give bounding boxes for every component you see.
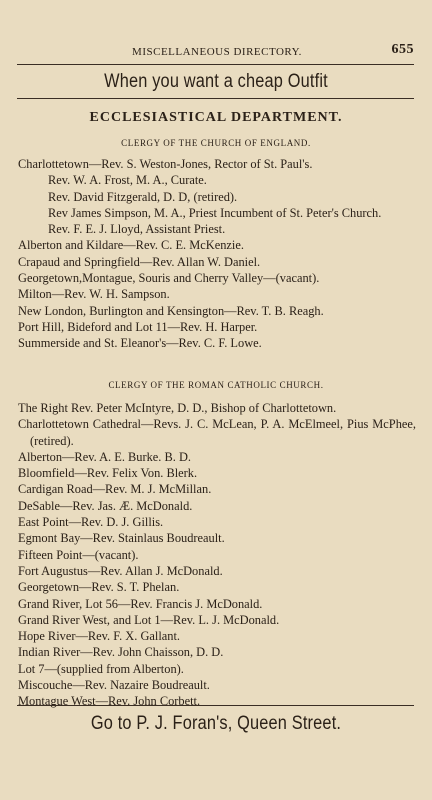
directory-entry: Bloomfield—Rev. Felix Von. Blerk. — [18, 466, 198, 481]
directory-entry: Fifteen Point—(vacant). — [18, 547, 139, 562]
ad-banner-top: When you want a cheap Outfit — [104, 71, 328, 92]
directory-entry: Indian River—Rev. John Chaisson, D. D. — [18, 645, 224, 660]
directory-entry: Egmont Bay—Rev. Stainlaus Boudreault. — [18, 531, 225, 546]
directory-entry: Alberton and Kildare—Rev. C. E. McKenzie. — [18, 238, 244, 253]
ad-banner-bottom: Go to P. J. Foran's, Queen Street. — [90, 713, 342, 734]
directory-entry: Rev James Simpson, M. A., Priest Incumbent of St. Peter's Church. — [48, 205, 382, 220]
ad-rule-bottom — [17, 705, 414, 706]
section-heading-anglican: CLERGY OF THE CHURCH OF ENGLAND. — [121, 138, 311, 148]
directory-entry: Fort Augustus—Rev. Allan J. McDonald. — [18, 563, 223, 578]
page-number: 655 — [391, 42, 414, 57]
directory-entry: Georgetown,Montague, Souris and Cherry Valley—(vacant). — [18, 271, 320, 286]
directory-entry: Cardigan Road—Rev. M. J. McMillan. — [18, 482, 212, 497]
directory-entry: Rev. W. A. Frost, M. A., Curate. — [48, 173, 207, 188]
directory-entry: Montague West—Rev. John Corbett. — [18, 694, 201, 709]
directory-entry: Milton—Rev. W. H. Sampson. — [18, 287, 170, 302]
department-heading: ECCLESIASTICAL DEPARTMENT. — [89, 110, 343, 125]
directory-entry: Alberton—Rev. A. E. Burke. B. D. — [18, 449, 191, 464]
section-heading-catholic: CLERGY OF THE ROMAN CATHOLIC CHURCH. — [108, 380, 324, 390]
directory-entry: Lot 7—(supplied from Alberton). — [18, 661, 184, 676]
directory-entry: Grand River, Lot 56—Rev. Francis J. McDonald. — [18, 596, 263, 611]
directory-entry: Georgetown—Rev. S. T. Phelan. — [18, 580, 180, 595]
directory-entry: Crapaud and Springfield—Rev. Allan W. Daniel. — [18, 254, 261, 269]
header-title: MISCELLANEOUS DIRECTORY. — [132, 46, 302, 58]
directory-entry: East Point—Rev. D. J. Gillis. — [18, 515, 164, 530]
directory-entry: Grand River West, and Lot 1—Rev. L. J. McDonald. — [18, 612, 280, 627]
directory-entry: DeSable—Rev. Jas. Æ. McDonald. — [18, 498, 193, 513]
directory-entry: Port Hill, Bideford and Lot 11—Rev. H. Harper. — [18, 319, 258, 334]
directory-entry: New London, Burlington and Kensington—Rev. T. B. Reagh. — [18, 303, 324, 318]
ad-rule-top — [17, 98, 414, 99]
directory-entry: The Right Rev. Peter McIntyre, D. D., Bishop of Charlottetown. — [18, 401, 337, 415]
anglican-clergy-list — [18, 156, 416, 352]
directory-entry: Charlottetown—Rev. S. Weston-Jones, Rector of St. Paul's. — [18, 157, 313, 171]
directory-entry: Hope River—Rev. F. X. Gallant. — [18, 629, 181, 644]
directory-entry: Rev. David Fitzgerald, D. D, (retired). — [48, 189, 238, 204]
directory-entry: Rev. F. E. J. Lloyd, Assistant Priest. — [48, 222, 226, 237]
running-header — [18, 42, 416, 64]
directory-entry: Miscouche—Rev. Nazaire Boudreault. — [18, 678, 210, 693]
directory-entry: Charlottetown Cathedral—Revs. J. C. McLean, P. A. McElmeel, Pius McPhee, (retired). — [18, 417, 416, 448]
catholic-clergy-list — [18, 400, 416, 710]
directory-entry: Summerside and St. Eleanor's—Rev. C. F. Lowe. — [18, 336, 262, 351]
header-rule — [17, 64, 414, 65]
